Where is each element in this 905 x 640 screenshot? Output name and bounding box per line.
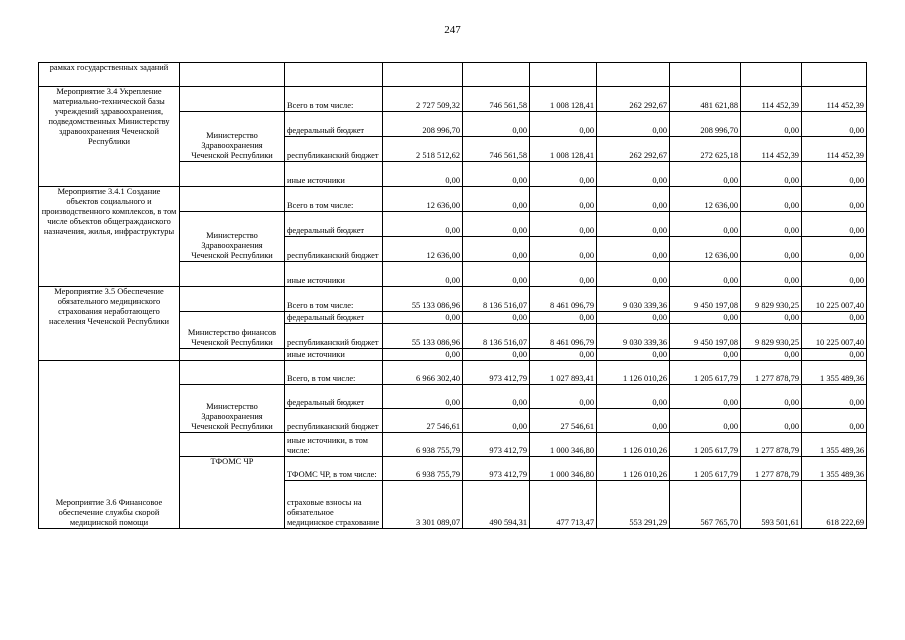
value-cell: 567 765,70	[670, 481, 741, 529]
executor-cell	[180, 187, 285, 212]
value-cell: 0,00	[741, 112, 802, 137]
value-cell: 1 205 617,79	[670, 433, 741, 457]
source-cell: Всего в том числе:	[285, 287, 383, 312]
value-cell: 10 225 007,40	[802, 287, 867, 312]
value-cell: 0,00	[597, 112, 670, 137]
source-cell: республиканский бюджет	[285, 409, 383, 433]
value-cell: 0,00	[463, 409, 530, 433]
value-cell: 0,00	[530, 212, 597, 237]
value-cell: 553 291,29	[597, 481, 670, 529]
value-cell: 973 412,79	[463, 433, 530, 457]
value-cell: 0,00	[670, 212, 741, 237]
event-cell: Мероприятие 3.4 Укрепление материально-технической базы учреждений здравоохранения, подведомственных Министерству здравоохранения Чеченской Республики	[39, 87, 180, 187]
value-cell: 0,00	[802, 212, 867, 237]
value-cell: 1 027 893,41	[530, 361, 597, 385]
value-cell: 0,00	[383, 349, 463, 361]
source-cell: ТФОМС ЧР, в том числе:	[285, 457, 383, 481]
value-cell: 12 636,00	[383, 237, 463, 262]
value-cell: 0,00	[741, 312, 802, 324]
value-cell: 262 292,67	[597, 137, 670, 162]
value-cell: 593 501,61	[741, 481, 802, 529]
value-cell	[597, 63, 670, 87]
value-cell: 1 126 010,26	[597, 361, 670, 385]
source-cell: страховые взносы на обязательное медицинское страхование	[285, 481, 383, 529]
source-cell: Всего в том числе:	[285, 187, 383, 212]
value-cell: 0,00	[802, 409, 867, 433]
value-cell: 0,00	[802, 162, 867, 187]
value-cell: 477 713,47	[530, 481, 597, 529]
value-cell: 0,00	[802, 187, 867, 212]
source-cell: федеральный бюджет	[285, 312, 383, 324]
event-cell: Мероприятие 3.5 Обеспечение обязательного медицинского страхования неработающего населения Чеченской Республики	[39, 287, 180, 361]
executor-cell: ТФОМС ЧР	[180, 457, 285, 529]
value-cell: 0,00	[383, 212, 463, 237]
value-cell: 1 008 128,41	[530, 87, 597, 112]
value-cell: 1 126 010,26	[597, 457, 670, 481]
value-cell: 0,00	[670, 162, 741, 187]
value-cell	[463, 63, 530, 87]
executor-cell: Министерство финансов Чеченской Республики	[180, 312, 285, 349]
value-cell: 8 136 516,07	[463, 324, 530, 349]
value-cell: 9 030 339,36	[597, 287, 670, 312]
value-cell: 0,00	[597, 385, 670, 409]
executor-cell	[180, 63, 285, 87]
value-cell: 1 355 489,36	[802, 433, 867, 457]
table-row	[39, 87, 867, 112]
source-cell: федеральный бюджет	[285, 385, 383, 409]
source-cell: Всего в том числе:	[285, 87, 383, 112]
value-cell: 55 133 086,96	[383, 324, 463, 349]
value-cell: 0,00	[530, 237, 597, 262]
value-cell: 1 277 878,79	[741, 361, 802, 385]
value-cell: 1 008 128,41	[530, 137, 597, 162]
value-cell: 0,00	[530, 385, 597, 409]
value-cell: 6 938 755,79	[383, 433, 463, 457]
page-number: 247	[444, 24, 461, 36]
value-cell: 973 412,79	[463, 457, 530, 481]
value-cell: 208 996,70	[670, 112, 741, 137]
value-cell: 0,00	[530, 187, 597, 212]
value-cell: 0,00	[597, 162, 670, 187]
executor-cell: Министерство Здравоохранения Чеченской Республики	[180, 212, 285, 262]
value-cell: 0,00	[530, 262, 597, 287]
table-row	[39, 361, 867, 385]
value-cell: 0,00	[802, 312, 867, 324]
value-cell: 618 222,69	[802, 481, 867, 529]
value-cell: 1 205 617,79	[670, 361, 741, 385]
value-cell: 3 301 089,07	[383, 481, 463, 529]
value-cell: 973 412,79	[463, 361, 530, 385]
value-cell: 27 546,61	[530, 409, 597, 433]
value-cell: 1 355 489,36	[802, 361, 867, 385]
value-cell: 746 561,58	[463, 137, 530, 162]
value-cell: 12 636,00	[670, 237, 741, 262]
value-cell: 1 277 878,79	[741, 433, 802, 457]
value-cell: 9 450 197,08	[670, 287, 741, 312]
value-cell: 490 594,31	[463, 481, 530, 529]
value-cell: 9 450 197,08	[670, 324, 741, 349]
event-cell: Мероприятие 3.6 Финансовое обеспечение службы скорой медицинской помощи	[39, 361, 180, 529]
source-cell: иные источники	[285, 162, 383, 187]
value-cell: 0,00	[670, 312, 741, 324]
value-cell: 0,00	[383, 262, 463, 287]
value-cell: 0,00	[597, 237, 670, 262]
value-cell: 6 966 302,40	[383, 361, 463, 385]
value-cell: 0,00	[670, 385, 741, 409]
value-cell	[670, 63, 741, 87]
value-cell: 114 452,39	[741, 137, 802, 162]
event-cell: Мероприятие 3.4.1 Создание объектов социального и производственного комплексов, в том числе объектов общегражданского назначения, жилья, инфраструктуры	[39, 187, 180, 287]
value-cell: 0,00	[597, 262, 670, 287]
value-cell: 262 292,67	[597, 87, 670, 112]
value-cell: 0,00	[597, 409, 670, 433]
value-cell: 0,00	[530, 112, 597, 137]
executor-cell: Министерство Здравоохранения Чеченской Республики	[180, 385, 285, 433]
value-cell: 0,00	[530, 162, 597, 187]
value-cell: 114 452,39	[802, 137, 867, 162]
value-cell: 0,00	[597, 349, 670, 361]
executor-cell	[180, 433, 285, 457]
value-cell: 0,00	[741, 262, 802, 287]
value-cell: 0,00	[741, 349, 802, 361]
value-cell: 0,00	[741, 187, 802, 212]
source-cell: республиканский бюджет	[285, 237, 383, 262]
value-cell: 114 452,39	[741, 87, 802, 112]
value-cell: 12 636,00	[383, 187, 463, 212]
value-cell: 27 546,61	[383, 409, 463, 433]
value-cell: 0,00	[670, 262, 741, 287]
executor-cell	[180, 361, 285, 385]
value-cell: 0,00	[741, 409, 802, 433]
value-cell: 114 452,39	[802, 87, 867, 112]
value-cell: 0,00	[741, 212, 802, 237]
value-cell: 8 461 096,79	[530, 324, 597, 349]
budget-table	[38, 62, 867, 529]
value-cell: 746 561,58	[463, 87, 530, 112]
value-cell	[741, 63, 802, 87]
value-cell: 6 938 755,79	[383, 457, 463, 481]
value-cell: 0,00	[463, 385, 530, 409]
value-cell: 481 621,88	[670, 87, 741, 112]
source-cell: республиканский бюджет	[285, 137, 383, 162]
value-cell: 0,00	[383, 312, 463, 324]
source-cell: республиканский бюджет	[285, 324, 383, 349]
value-cell: 0,00	[463, 212, 530, 237]
value-cell: 0,00	[802, 237, 867, 262]
value-cell: 0,00	[463, 349, 530, 361]
value-cell: 0,00	[802, 112, 867, 137]
source-cell: иные источники	[285, 262, 383, 287]
value-cell: 9 829 930,25	[741, 287, 802, 312]
value-cell: 0,00	[463, 162, 530, 187]
source-cell: федеральный бюджет	[285, 112, 383, 137]
source-cell: иные источники	[285, 349, 383, 361]
value-cell: 0,00	[383, 162, 463, 187]
value-cell: 208 996,70	[383, 112, 463, 137]
event-cell: рамках государственных заданий	[39, 63, 180, 87]
source-cell: Всего, в том числе:	[285, 361, 383, 385]
value-cell: 0,00	[597, 187, 670, 212]
value-cell: 9 030 339,36	[597, 324, 670, 349]
source-cell: федеральный бюджет	[285, 212, 383, 237]
value-cell: 0,00	[802, 349, 867, 361]
value-cell: 1 000 346,80	[530, 457, 597, 481]
value-cell: 272 625,18	[670, 137, 741, 162]
value-cell	[802, 63, 867, 87]
value-cell: 0,00	[802, 385, 867, 409]
value-cell: 1 000 346,80	[530, 433, 597, 457]
value-cell: 8 461 096,79	[530, 287, 597, 312]
value-cell	[530, 63, 597, 87]
executor-cell	[180, 287, 285, 312]
executor-cell	[180, 87, 285, 112]
value-cell: 9 829 930,25	[741, 324, 802, 349]
value-cell: 0,00	[741, 162, 802, 187]
value-cell: 0,00	[741, 237, 802, 262]
table-row	[39, 287, 867, 312]
value-cell: 0,00	[530, 349, 597, 361]
table-row	[39, 187, 867, 212]
executor-cell: Министерство Здравоохранения Чеченской Республики	[180, 112, 285, 162]
value-cell: 0,00	[597, 212, 670, 237]
value-cell: 0,00	[383, 385, 463, 409]
value-cell: 12 636,00	[670, 187, 741, 212]
value-cell: 2 518 512,62	[383, 137, 463, 162]
value-cell: 2 727 509,32	[383, 87, 463, 112]
value-cell: 0,00	[597, 312, 670, 324]
value-cell: 0,00	[670, 349, 741, 361]
value-cell: 55 133 086,96	[383, 287, 463, 312]
value-cell: 0,00	[463, 112, 530, 137]
value-cell	[383, 63, 463, 87]
value-cell: 8 136 516,07	[463, 287, 530, 312]
executor-cell	[180, 162, 285, 187]
value-cell: 0,00	[463, 187, 530, 212]
source-cell: иные источники, в том числе:	[285, 433, 383, 457]
value-cell: 1 355 489,36	[802, 457, 867, 481]
executor-cell	[180, 349, 285, 361]
value-cell: 0,00	[802, 262, 867, 287]
value-cell: 0,00	[463, 237, 530, 262]
value-cell: 1 277 878,79	[741, 457, 802, 481]
source-cell	[285, 63, 383, 87]
value-cell: 0,00	[741, 385, 802, 409]
value-cell: 0,00	[463, 262, 530, 287]
value-cell: 0,00	[463, 312, 530, 324]
value-cell: 10 225 007,40	[802, 324, 867, 349]
executor-cell	[180, 262, 285, 287]
value-cell: 1 126 010,26	[597, 433, 670, 457]
value-cell: 1 205 617,79	[670, 457, 741, 481]
value-cell: 0,00	[530, 312, 597, 324]
table-row	[39, 63, 867, 87]
value-cell: 0,00	[670, 409, 741, 433]
